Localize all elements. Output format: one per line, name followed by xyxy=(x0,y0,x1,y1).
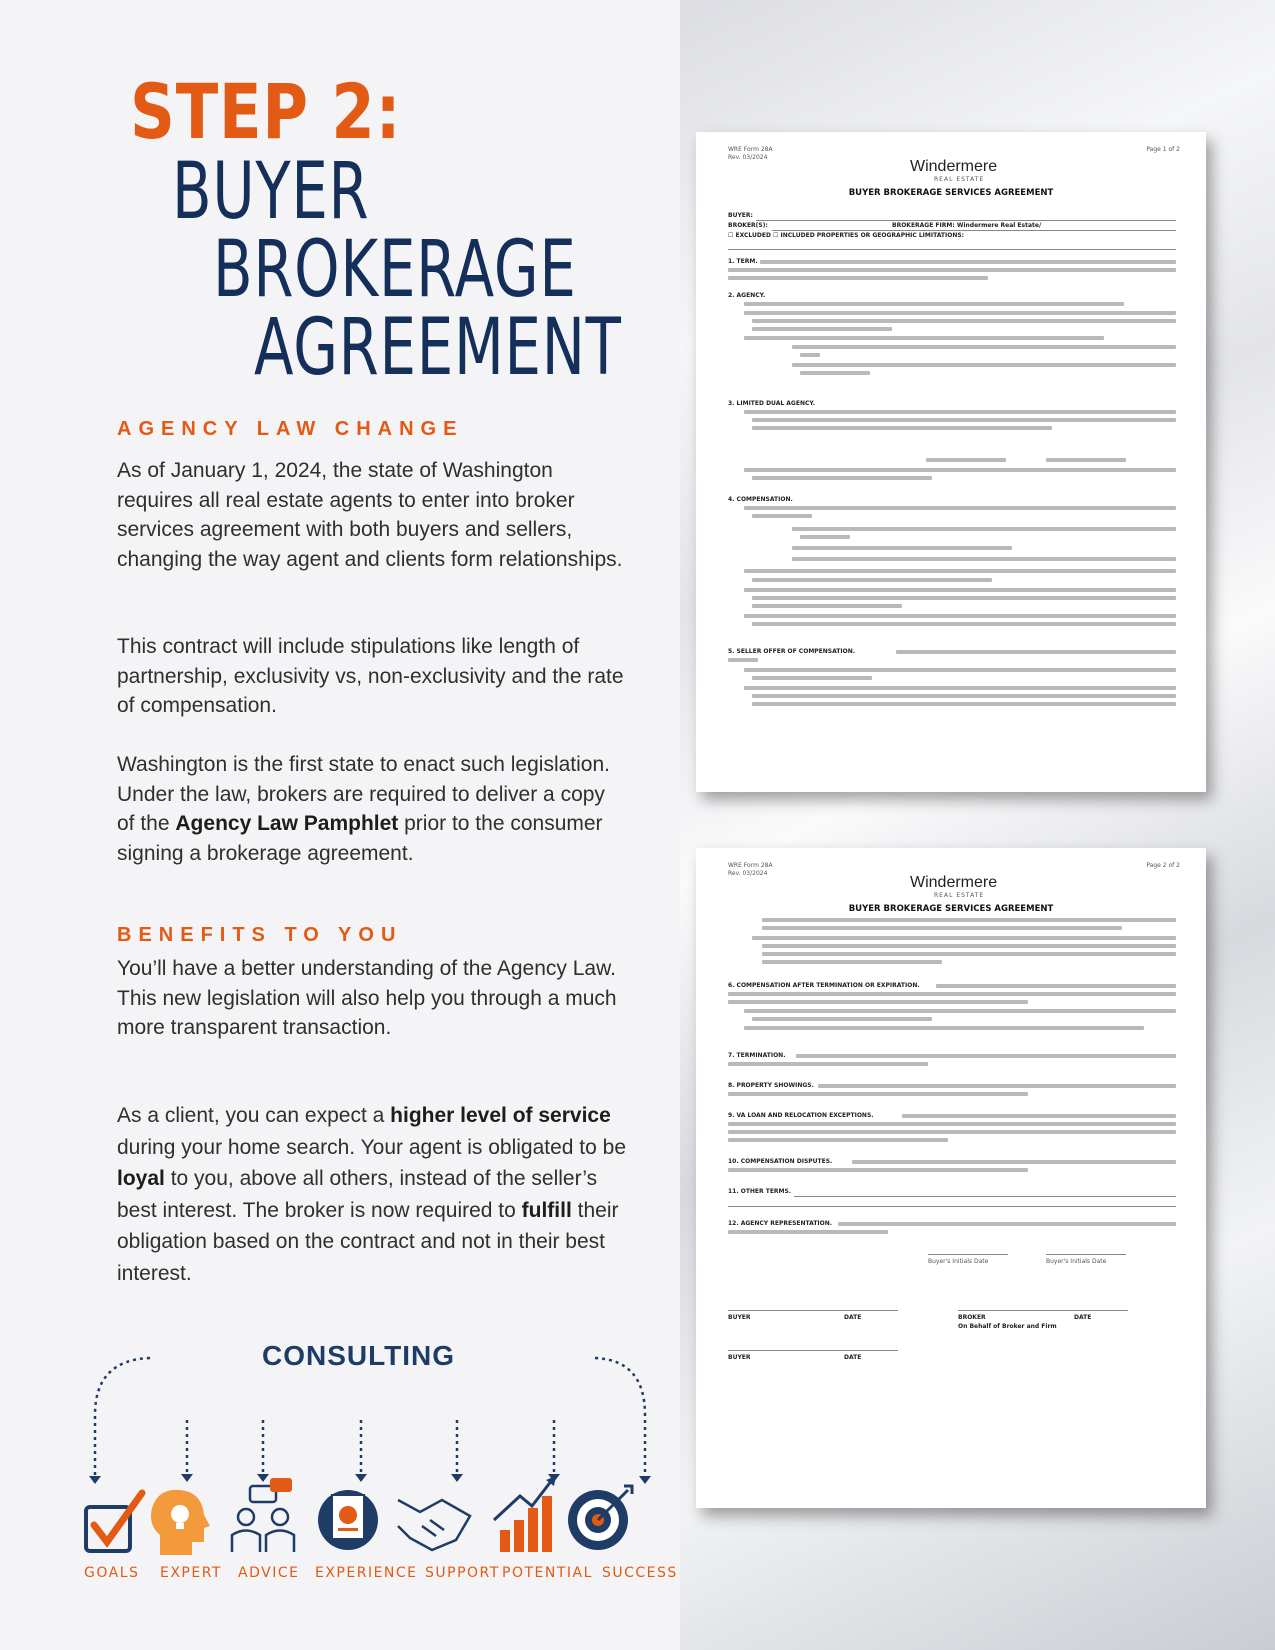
paragraph-4: You’ll have a better understanding of the Agency Law. This new legislation will also help you through a much more transparent transaction. xyxy=(117,957,617,1039)
label-goals: GOALS xyxy=(84,1565,140,1581)
target-icon xyxy=(568,1486,632,1550)
agreement-page-1: WRE Form 28A Rev. 03/2024 Page 1 of 2 Windermere REAL ESTATE BUYER BROKERAGE SERVICES AGREEMENT BUYER: BROKER(S): BROKERAGE FIRM: Windermere Real Estate/ ☐ EXCLUDED ☐ INCLUDED PROPERTIES OR GEOGRAPHIC LIMITATIONS: 1. TERM. 2. AGENCY. 3. LIMITED DUAL AGENCY. 4. COMPENSATION. 5. SELLER OFFER OF COMPENSATION. xyxy=(696,132,1206,792)
head-bulb-icon xyxy=(151,1490,210,1555)
people-chat-icon xyxy=(232,1478,294,1552)
windermere-logo: Windermere xyxy=(910,158,998,175)
label-expert: EXPERT xyxy=(160,1565,222,1581)
label-experience: EXPERIENCE xyxy=(315,1565,418,1581)
agency-law-heading: AGENCY LAW CHANGE xyxy=(117,418,464,440)
title-line-3: AGREEMENT xyxy=(254,303,622,393)
clipboard-chart-icon xyxy=(318,1490,378,1550)
paragraph-1: As of January 1, 2024, the state of Washington requires all real estate agents to enter into broker services agreement with both buyers and sellers, changing the way agent and clients form relationships. xyxy=(117,459,623,571)
step-label: STEP 2: xyxy=(130,67,402,156)
title-line-1: BUYER xyxy=(172,147,370,237)
consulting-title: CONSULTING xyxy=(262,1340,456,1371)
arrow-right-curve xyxy=(595,1358,645,1480)
paragraph-3: Washington is the first state to enact such legislation. Under the law, brokers are required to deliver a copy of the Agency Law Pamphlet prior to the consumer signing a brokerage agreement. xyxy=(117,753,610,865)
pamphlet-bold: Agency Law Pamphlet xyxy=(175,812,399,835)
agreement-page-2: WRE Form 28A Rev. 03/2024 Page 2 of 2 Windermere REAL ESTATE BUYER BROKERAGE SERVICES AGREEMENT 6. COMPENSATION AFTER TERMINATION OR EXPIRATION. 7. TERMINATION. 8. PROPERTY SHOWINGS. 9. VA LOAN AND RELOCATION EXCEPTIONS. 10. COMPENSATION DISPUTES. 11. OTHER TERMS. 12. AGENCY REPRESENTATION. Buyer's Initials Date Buyer's Initials Date BUYER DATE BROKER DATE On Behalf of Broker and Firm BUYER DATE xyxy=(696,848,1206,1508)
windermere-logo-2: Windermere xyxy=(910,874,998,891)
benefits-heading: BENEFITS TO YOU xyxy=(117,924,403,946)
title-line-2: BROKERAGE xyxy=(213,225,577,315)
arrow-left-curve xyxy=(95,1358,150,1480)
paragraph-5: As a client, you can expect a higher level of service during your home search. Your agent is obligated to be loyal to you, above all others, instead of the seller’s best interest. The broker is now required to fulfill their obligation based on the contract and not in their best interest. xyxy=(117,1104,627,1285)
label-advice: ADVICE xyxy=(238,1565,300,1581)
handshake-icon xyxy=(398,1500,470,1550)
bar-growth-icon xyxy=(494,1476,556,1552)
paragraph-2: This contract will include stipulations like length of partnership, exclusivity vs, non-exclusivity and the rate of compensation. xyxy=(117,635,624,717)
label-potential: POTENTIAL xyxy=(502,1565,593,1581)
consulting-graphic xyxy=(80,1330,680,1590)
label-support: SUPPORT xyxy=(425,1565,500,1581)
label-success: SUCCESS xyxy=(602,1565,678,1581)
checkbox-icon xyxy=(86,1493,142,1551)
